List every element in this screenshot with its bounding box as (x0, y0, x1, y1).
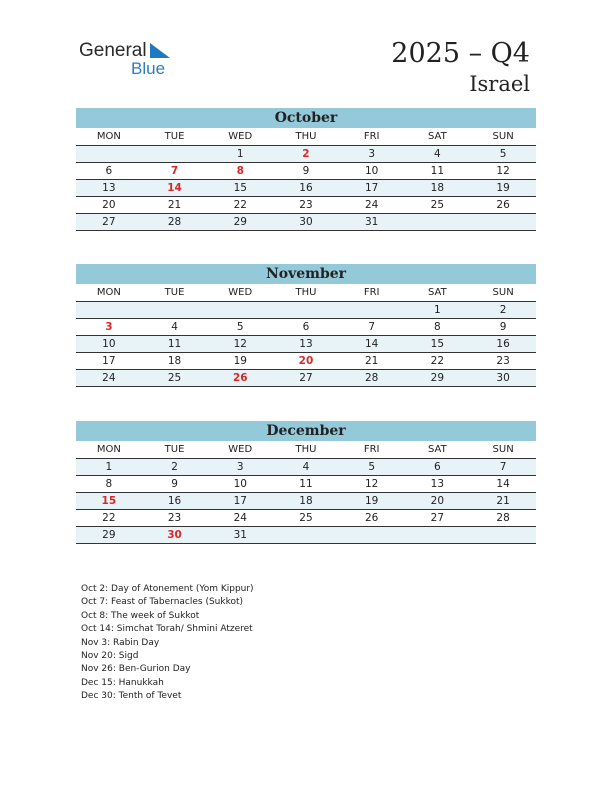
day-cell: 15 (405, 336, 471, 353)
holiday-note: Nov 20: Sigd (81, 651, 139, 662)
day-cell (405, 527, 471, 544)
day-cell: 18 (142, 353, 208, 370)
day-cell: 9 (142, 476, 208, 493)
day-cell: 5 (470, 146, 536, 163)
day-cell: 8 (405, 319, 471, 336)
day-cell: 22 (405, 353, 471, 370)
day-cell: 11 (273, 476, 339, 493)
day-cell: 16 (273, 180, 339, 197)
day-cell: 24 (207, 510, 273, 527)
day-cell: 30 (470, 370, 536, 387)
logo-text-general: General (79, 40, 147, 61)
day-cell: 1 (76, 459, 142, 476)
day-cell: 25 (142, 370, 208, 387)
day-cell: 27 (76, 214, 142, 231)
weekday-header: WED (207, 441, 273, 459)
month-title: October (76, 108, 536, 128)
weekday-header: TUE (142, 128, 208, 146)
day-cell: 4 (273, 459, 339, 476)
week-row (76, 214, 536, 231)
month-calendar-october (76, 108, 536, 231)
month-title: November (76, 264, 536, 284)
logo-triangle-icon (150, 43, 170, 58)
weekday-header: FRI (339, 441, 405, 459)
week-row (76, 336, 536, 353)
day-cell: 17 (76, 353, 142, 370)
holiday-day-cell: 15 (76, 493, 142, 510)
day-cell: 10 (207, 476, 273, 493)
day-cell (470, 527, 536, 544)
day-cell: 16 (470, 336, 536, 353)
day-cell: 9 (470, 319, 536, 336)
month-grid (76, 441, 536, 544)
holiday-note: Oct 2: Day of Atonement (Yom Kippur) (81, 584, 254, 594)
day-cell: 7 (470, 459, 536, 476)
day-cell: 10 (76, 336, 142, 353)
weekday-header: TUE (142, 284, 208, 302)
holiday-day-cell: 20 (273, 353, 339, 370)
day-cell: 19 (207, 353, 273, 370)
day-cell (470, 214, 536, 231)
weekday-header: SUN (470, 128, 536, 146)
day-cell: 12 (470, 163, 536, 180)
day-cell (142, 302, 208, 319)
week-row (76, 476, 536, 493)
day-cell: 20 (405, 493, 471, 510)
day-cell: 2 (142, 459, 208, 476)
day-cell (405, 214, 471, 231)
week-row (76, 302, 536, 319)
day-cell (273, 302, 339, 319)
day-cell: 3 (207, 459, 273, 476)
holiday-day-cell: 14 (142, 180, 208, 197)
day-cell (142, 146, 208, 163)
day-cell: 9 (273, 163, 339, 180)
day-cell: 2 (470, 302, 536, 319)
day-cell: 21 (470, 493, 536, 510)
day-cell: 20 (76, 197, 142, 214)
week-row (76, 493, 536, 510)
weekday-header: WED (207, 284, 273, 302)
day-cell: 31 (207, 527, 273, 544)
day-cell: 23 (142, 510, 208, 527)
day-cell: 10 (339, 163, 405, 180)
day-cell: 4 (405, 146, 471, 163)
day-cell: 6 (273, 319, 339, 336)
weekday-header: MON (76, 441, 142, 459)
day-cell: 5 (339, 459, 405, 476)
day-cell: 6 (76, 163, 142, 180)
day-cell (76, 146, 142, 163)
week-row (76, 510, 536, 527)
day-cell: 11 (405, 163, 471, 180)
holiday-note: Oct 7: Feast of Tabernacles (Sukkot) (81, 597, 244, 608)
holiday-note: Oct 14: Simchat Torah/ Shmini Atzeret (81, 624, 253, 635)
day-cell: 15 (207, 180, 273, 197)
day-cell: 24 (76, 370, 142, 387)
weekday-header: WED (207, 128, 273, 146)
day-cell: 26 (339, 510, 405, 527)
day-cell: 17 (207, 493, 273, 510)
day-cell (76, 302, 142, 319)
day-cell: 29 (405, 370, 471, 387)
holiday-day-cell: 30 (142, 527, 208, 544)
weekday-header: THU (273, 128, 339, 146)
weekday-header: FRI (339, 284, 405, 302)
month-grid (76, 284, 536, 387)
weekday-header: MON (76, 284, 142, 302)
day-cell: 25 (405, 197, 471, 214)
week-row (76, 197, 536, 214)
day-cell: 1 (207, 146, 273, 163)
week-row (76, 527, 536, 544)
day-cell: 27 (273, 370, 339, 387)
holiday-note: Nov 26: Ben-Gurion Day (81, 664, 191, 675)
weekday-header: MON (76, 128, 142, 146)
day-cell: 6 (405, 459, 471, 476)
day-cell: 13 (405, 476, 471, 493)
week-row (76, 370, 536, 387)
weekday-header: FRI (339, 128, 405, 146)
weekday-header: SAT (405, 441, 471, 459)
day-cell: 21 (142, 197, 208, 214)
day-cell: 1 (405, 302, 471, 319)
day-cell: 23 (273, 197, 339, 214)
day-cell: 7 (339, 319, 405, 336)
day-cell: 21 (339, 353, 405, 370)
day-cell: 4 (142, 319, 208, 336)
day-cell: 28 (142, 214, 208, 231)
logo-text-blue: Blue (131, 59, 166, 78)
weekday-header: THU (273, 284, 339, 302)
day-cell: 11 (142, 336, 208, 353)
day-cell: 28 (470, 510, 536, 527)
day-cell: 26 (470, 197, 536, 214)
day-cell: 13 (76, 180, 142, 197)
day-cell: 22 (207, 197, 273, 214)
week-row (76, 319, 536, 336)
day-cell: 27 (405, 510, 471, 527)
holiday-note: Nov 3: Rabin Day (81, 637, 160, 648)
day-cell: 12 (339, 476, 405, 493)
week-row (76, 353, 536, 370)
country-name: Israel (469, 72, 530, 96)
day-cell: 25 (273, 510, 339, 527)
day-cell: 18 (405, 180, 471, 197)
day-cell: 24 (339, 197, 405, 214)
day-cell (207, 302, 273, 319)
day-cell (273, 527, 339, 544)
weekday-header: SUN (470, 441, 536, 459)
day-cell: 22 (76, 510, 142, 527)
holiday-day-cell: 3 (76, 319, 142, 336)
day-cell: 14 (339, 336, 405, 353)
page-title: 2025 – Q4 (391, 38, 530, 69)
day-cell: 29 (207, 214, 273, 231)
weekday-header: SUN (470, 284, 536, 302)
month-grid (76, 128, 536, 231)
day-cell: 17 (339, 180, 405, 197)
day-cell: 5 (207, 319, 273, 336)
day-cell (339, 527, 405, 544)
holiday-note: Dec 15: Hanukkah (81, 677, 164, 688)
weekday-header: THU (273, 441, 339, 459)
day-cell: 13 (273, 336, 339, 353)
day-cell: 29 (76, 527, 142, 544)
day-cell: 8 (76, 476, 142, 493)
day-cell: 12 (207, 336, 273, 353)
holiday-notes (81, 583, 254, 704)
weekday-header: TUE (142, 441, 208, 459)
day-cell: 19 (339, 493, 405, 510)
holiday-day-cell: 2 (273, 146, 339, 163)
holiday-note: Dec 30: Tenth of Tevet (81, 691, 182, 702)
day-cell: 23 (470, 353, 536, 370)
logo (79, 41, 165, 77)
holiday-day-cell: 8 (207, 163, 273, 180)
month-calendar-december (76, 421, 536, 544)
week-row (76, 180, 536, 197)
week-row (76, 146, 536, 163)
holiday-day-cell: 26 (207, 370, 273, 387)
holiday-note: Oct 8: The week of Sukkot (81, 610, 200, 621)
week-row (76, 459, 536, 476)
day-cell: 28 (339, 370, 405, 387)
day-cell (339, 302, 405, 319)
month-calendar-november (76, 264, 536, 387)
weekday-header: SAT (405, 284, 471, 302)
day-cell: 30 (273, 214, 339, 231)
day-cell: 19 (470, 180, 536, 197)
day-cell: 16 (142, 493, 208, 510)
day-cell: 18 (273, 493, 339, 510)
weekday-header: SAT (405, 128, 471, 146)
month-title: December (76, 421, 536, 441)
day-cell: 31 (339, 214, 405, 231)
week-row (76, 163, 536, 180)
holiday-day-cell: 7 (142, 163, 208, 180)
day-cell: 3 (339, 146, 405, 163)
day-cell: 14 (470, 476, 536, 493)
